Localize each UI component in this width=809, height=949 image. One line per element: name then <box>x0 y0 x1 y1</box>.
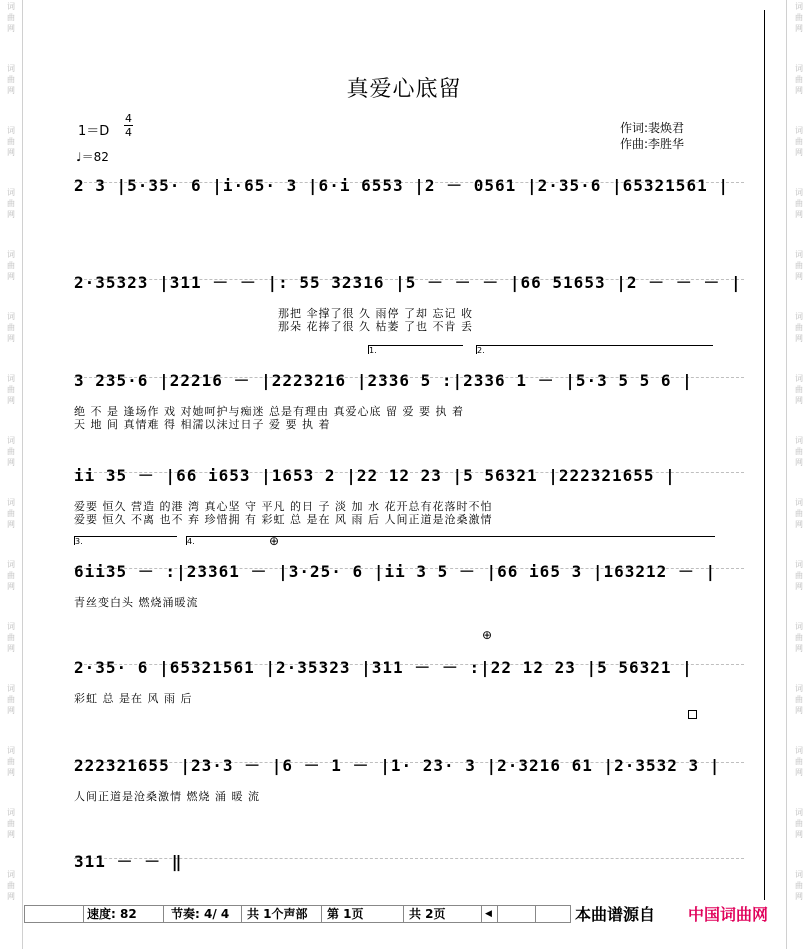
watermark-char: 网 <box>795 396 803 405</box>
score-row-1 <box>74 170 744 230</box>
watermark-char: 网 <box>795 24 803 33</box>
watermark-char: 词 <box>7 250 15 259</box>
watermark-char: 网 <box>7 396 15 405</box>
watermark-char: 网 <box>795 892 803 901</box>
lyric-row-2-verse-2: 那朵 花捧了很 久 枯萎 了也 不肯 丢 <box>278 320 473 333</box>
watermark-char: 词 <box>795 250 803 259</box>
watermark-char: 网 <box>795 768 803 777</box>
watermark-char: 词 <box>7 684 15 693</box>
key-signature: 1＝D <box>78 124 110 139</box>
score-row-4 <box>74 460 744 530</box>
lyricist-credit: 作词:裴焕君 <box>620 121 685 135</box>
watermark-char: 词 <box>795 126 803 135</box>
watermark-char: 词 <box>795 746 803 755</box>
notation-row-3: 3 235·6 |22216 － |2223216 |2336 5 :|2336 1 － |5·3 5 5 6 | <box>74 371 693 390</box>
score-row-8 <box>74 846 744 886</box>
watermark-char: 词 <box>7 498 15 507</box>
score-row-6 <box>74 628 744 712</box>
watermark-char: 词 <box>795 188 803 197</box>
status-bar <box>24 905 571 923</box>
watermark-char: 词 <box>795 374 803 383</box>
watermark-char: 词 <box>7 312 15 321</box>
lyric-row-2-verse-1: 那把 伞撑了很 久 雨停 了却 忘记 收 <box>278 307 473 320</box>
status-parts: 共 1个声部 <box>247 907 308 921</box>
watermark-char: 网 <box>795 830 803 839</box>
watermark-char: 网 <box>7 24 15 33</box>
watermark-char: 曲 <box>795 13 803 22</box>
watermark-char: 网 <box>7 582 15 591</box>
watermark-char: 曲 <box>7 199 15 208</box>
coda-sign-2-icon: ⊕ <box>482 628 493 642</box>
watermark-char: 词 <box>7 560 15 569</box>
right-watermark-strip <box>786 0 809 949</box>
watermark-char: 曲 <box>7 323 15 332</box>
notation-row-6: 2·35· 6 |65321561 |2·35323 |311 － － :|22 12 23 |5 56321 | <box>74 658 693 677</box>
watermark-char: 曲 <box>795 881 803 890</box>
watermark-char: 词 <box>795 436 803 445</box>
watermark-char: 网 <box>795 644 803 653</box>
watermark-char: 词 <box>7 64 15 73</box>
volta-third: 3. <box>74 536 177 545</box>
watermark-char: 曲 <box>7 385 15 394</box>
watermark-char: 词 <box>795 808 803 817</box>
watermark-char: 曲 <box>7 137 15 146</box>
volta-fourth: 4. <box>186 536 715 545</box>
watermark-char: 网 <box>795 86 803 95</box>
watermark-char: 词 <box>7 188 15 197</box>
watermark-char: 网 <box>7 644 15 653</box>
source-label: 本曲谱源自 <box>575 905 656 924</box>
lyric-row-4-verse-1: 爱要 恒久 营造 的港 湾 真心坚 守 平凡 的日 子 淡 加 水 花开总有花落时不怕 <box>74 500 493 513</box>
watermark-char: 网 <box>7 830 15 839</box>
watermark-char: 词 <box>7 808 15 817</box>
notation-row-5: 6ii35 － :|23361 － |3·25· 6 |ii 3 5 － |66 i65 3 |163212 － | <box>74 562 717 581</box>
watermark-char: 曲 <box>7 447 15 456</box>
watermark-char: 曲 <box>795 385 803 394</box>
watermark-char: 曲 <box>795 323 803 332</box>
watermark-char: 网 <box>7 768 15 777</box>
watermark-char: 曲 <box>795 819 803 828</box>
watermark-char: 曲 <box>7 13 15 22</box>
watermark-char: 词 <box>7 746 15 755</box>
status-speed: 速度: 82 <box>87 907 137 921</box>
watermark-char: 曲 <box>795 447 803 456</box>
lyric-row-7: 人间正道是沧桑激情 燃烧 涌 暖 流 <box>74 790 260 803</box>
left-watermark-strip <box>0 0 23 949</box>
watermark-char: 网 <box>795 706 803 715</box>
watermark-char: 网 <box>7 892 15 901</box>
watermark-char: 词 <box>7 622 15 631</box>
page-edge <box>764 10 779 900</box>
lyric-row-4-verse-2: 爱要 恒久 不离 也不 弃 珍惜拥 有 彩虹 总 是在 风 雨 后 人间正道是沧桑激情 <box>74 513 493 526</box>
lyric-row-3-verse-2: 天 地 间 真情难 得 相濡以沫过日子 爱 要 执 着 <box>74 418 331 431</box>
watermark-char: 曲 <box>795 695 803 704</box>
watermark-char: 曲 <box>7 757 15 766</box>
watermark-char: 曲 <box>7 509 15 518</box>
coda-sign-icon: ⊕ <box>269 534 280 548</box>
song-title: 真爱心底留 <box>346 77 462 102</box>
score-row-7 <box>74 750 744 810</box>
notation-row-1: 2 3 |5·35· 6 |i·65· 3 |6·i 6553 |2 － 0561 |2·35·6 |65321561 | <box>74 176 729 195</box>
watermark-char: 词 <box>7 436 15 445</box>
time-signature <box>124 112 133 139</box>
watermark-char: 网 <box>7 148 15 157</box>
watermark-char: 曲 <box>7 261 15 270</box>
watermark-char: 曲 <box>795 261 803 270</box>
watermark-char: 曲 <box>795 571 803 580</box>
watermark-char: 网 <box>795 582 803 591</box>
scroll-track[interactable] <box>499 906 533 922</box>
watermark-char: 网 <box>7 86 15 95</box>
status-total-pages: 共 2页 <box>409 907 446 921</box>
status-beat: 节奏: 4/ 4 <box>171 907 230 921</box>
notation-row-7: 222321655 |23·3 － |6 － 1 － |1· 23· 3 |2·3216 61 |2·3532 3 | <box>74 756 721 775</box>
watermark-char: 词 <box>795 870 803 879</box>
time-denominator: 4 <box>125 126 132 139</box>
composer-credit: 作曲:李胜华 <box>620 137 685 151</box>
watermark-char: 网 <box>795 334 803 343</box>
tempo-marking: ♩＝82 <box>76 150 109 164</box>
watermark-char: 网 <box>7 520 15 529</box>
watermark-char: 网 <box>7 334 15 343</box>
brand-link[interactable]: 中国词曲网 <box>688 905 769 924</box>
watermark-char: 词 <box>795 684 803 693</box>
watermark-char: 曲 <box>795 199 803 208</box>
notation-row-8: 311 － － ‖ <box>74 852 183 871</box>
watermark-char: 曲 <box>795 137 803 146</box>
volta-second: 2. <box>476 345 713 354</box>
watermark-char: 网 <box>795 458 803 467</box>
watermark-char: 词 <box>7 2 15 11</box>
watermark-char: 曲 <box>7 695 15 704</box>
watermark-char: 网 <box>795 520 803 529</box>
time-numerator: 4 <box>125 112 132 125</box>
watermark-char: 词 <box>795 560 803 569</box>
watermark-char: 词 <box>7 126 15 135</box>
watermark-char: 词 <box>795 312 803 321</box>
watermark-char: 曲 <box>7 881 15 890</box>
lyric-row-3-verse-1: 绝 不 是 逢场作 戏 对她呵护与痴迷 总是有理由 真爱心底 留 爱 要 执 着 <box>74 405 464 418</box>
watermark-char: 网 <box>7 272 15 281</box>
watermark-char: 网 <box>795 210 803 219</box>
end-marker <box>688 710 697 719</box>
score-row-3 <box>74 346 744 435</box>
watermark-char: 词 <box>795 622 803 631</box>
notation-row-4: ii 35 － |66 i653 |1653 2 |22 12 23 |5 56321 |222321655 | <box>74 466 676 485</box>
watermark-char: 词 <box>795 64 803 73</box>
lyric-row-5: 青丝变白头 燃烧涌暖流 <box>74 596 199 609</box>
watermark-char: 曲 <box>7 819 15 828</box>
notation-row-2: 2·35323 |311 － － |: 55 32316 |5 － － － |66 51653 |2 － － － | <box>74 273 742 292</box>
volta-first: 1. <box>368 345 463 354</box>
watermark-char: 曲 <box>7 571 15 580</box>
score-page <box>24 0 784 900</box>
watermark-char: 曲 <box>795 509 803 518</box>
watermark-char: 网 <box>7 706 15 715</box>
watermark-char: 词 <box>795 2 803 11</box>
watermark-char: 网 <box>795 148 803 157</box>
watermark-char: 网 <box>7 458 15 467</box>
watermark-char: 曲 <box>795 75 803 84</box>
lyric-row-6: 彩虹 总 是在 风 雨 后 <box>74 692 193 705</box>
watermark-char: 曲 <box>795 633 803 642</box>
watermark-char: 词 <box>795 498 803 507</box>
watermark-char: 曲 <box>7 633 15 642</box>
watermark-char: 词 <box>7 870 15 879</box>
watermark-char: 曲 <box>7 75 15 84</box>
score-row-2 <box>74 267 744 337</box>
watermark-char: 网 <box>7 210 15 219</box>
watermark-char: 曲 <box>795 757 803 766</box>
watermark-char: 网 <box>795 272 803 281</box>
status-page: 第 1页 <box>327 907 364 921</box>
scroll-left-arrow-icon[interactable]: ◀ <box>485 909 492 919</box>
score-row-5 <box>74 534 744 616</box>
watermark-char: 词 <box>7 374 15 383</box>
